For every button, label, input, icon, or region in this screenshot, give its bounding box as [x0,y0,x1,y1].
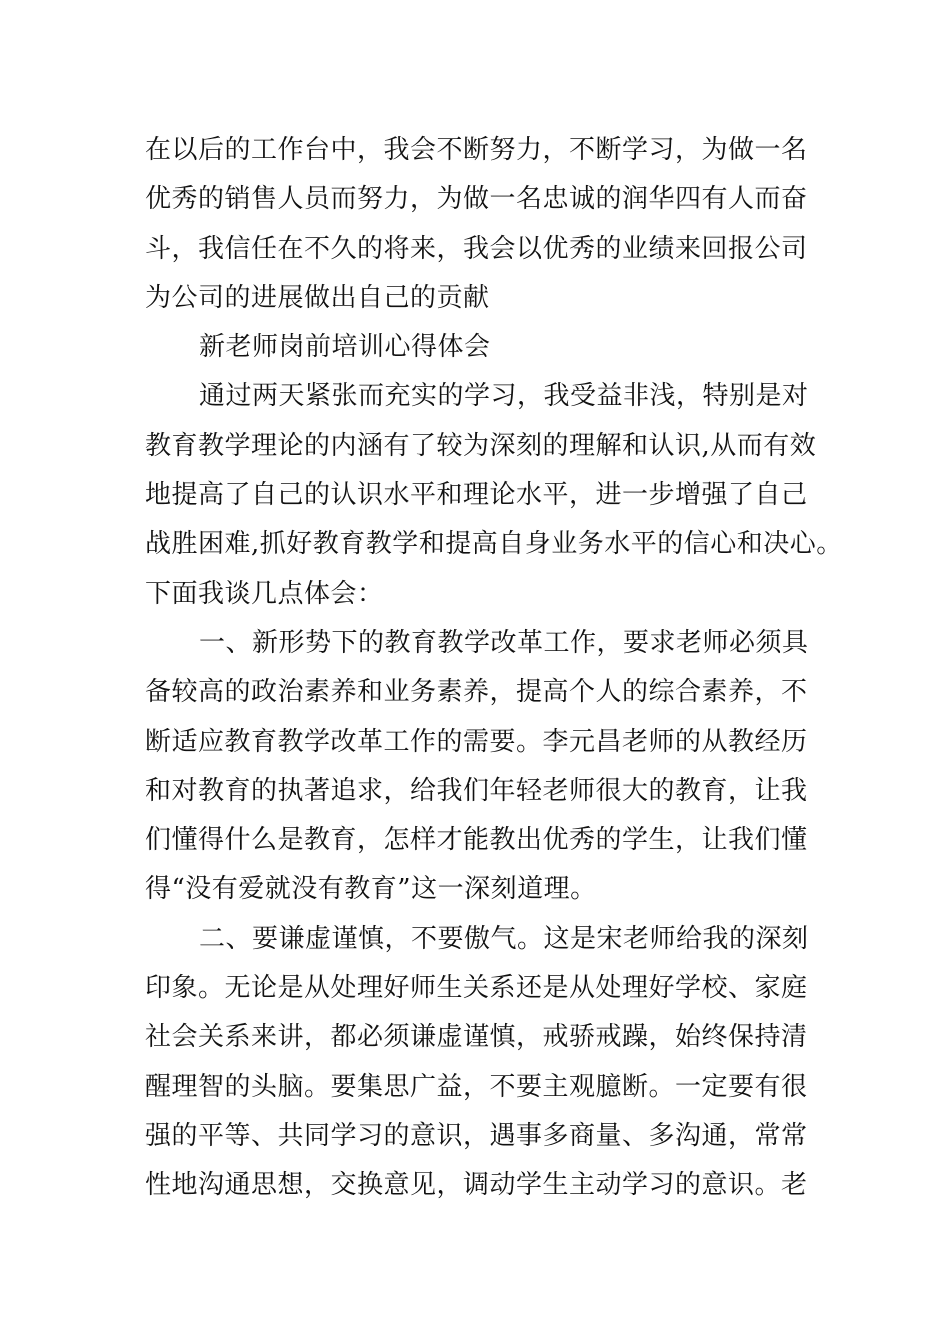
text-line: 优秀的销售人员而努力，为做一名忠诚的润华四有人而奋 [145,184,808,215]
text-line: 备较高的政治素养和业务素养，提高个人的综合素养，不 [145,677,808,708]
text-line: 新老师岗前培训心得体会 [199,332,491,363]
text-line: 和对教育的执著追求，给我们年轻老师很大的教育，让我 [145,775,808,806]
text-line: 二、要谦虚谨慎，不要傲气。这是宋老师给我的深刻 [199,923,809,954]
text-line: 得“没有爱就没有教育”这一深刻道理。 [145,874,597,905]
document-body [145,126,843,1211]
text-line: 强的平等、共同学习的意识，遇事多商量、多沟通，常常 [145,1120,808,1151]
text-line: 性地沟通思想，交换意见，调动学生主动学习的意识。老 [145,1170,808,1201]
text-line: 断适应教育教学改革工作的需要。李元昌老师的从教经历 [145,726,808,757]
text-line: 教育教学理论的内涵有了较为深刻的理解和认识,从而有效 [145,430,817,461]
text-line: 印象。无论是从处理好师生关系还是从处理好学校、家庭 [145,973,808,1004]
text-line: 通过两天紧张而充实的学习，我受益非浅，特别是对 [199,381,809,412]
text-line: 为公司的进展做出自己的贡献 [145,282,490,313]
text-line: 们懂得什么是教育，怎样才能教出优秀的学生，让我们懂 [145,825,808,856]
text-line: 社会关系来讲，都必须谦虚谨慎，戒骄戒躁，始终保持清 [145,1022,808,1053]
text-line: 一、新形势下的教育教学改革工作，要求老师必须具 [199,627,809,658]
text-line: 下面我谈几点体会： [145,578,384,609]
text-line: 地提高了自己的认识水平和理论水平，进一步增强了自己 [145,480,808,511]
text-line: 在以后的工作台中，我会不断努力，不断学习，为做一名 [145,135,808,165]
text-line: 斗，我信任在不久的将来，我会以优秀的业绩来回报公司 [145,233,808,264]
text-line: 醒理智的头脑。要集思广益，不要主观臆断。一定要有很 [145,1071,808,1102]
text-line: 战胜困难,抓好教育教学和提高自身业务水平的信心和决心。 [145,529,843,560]
